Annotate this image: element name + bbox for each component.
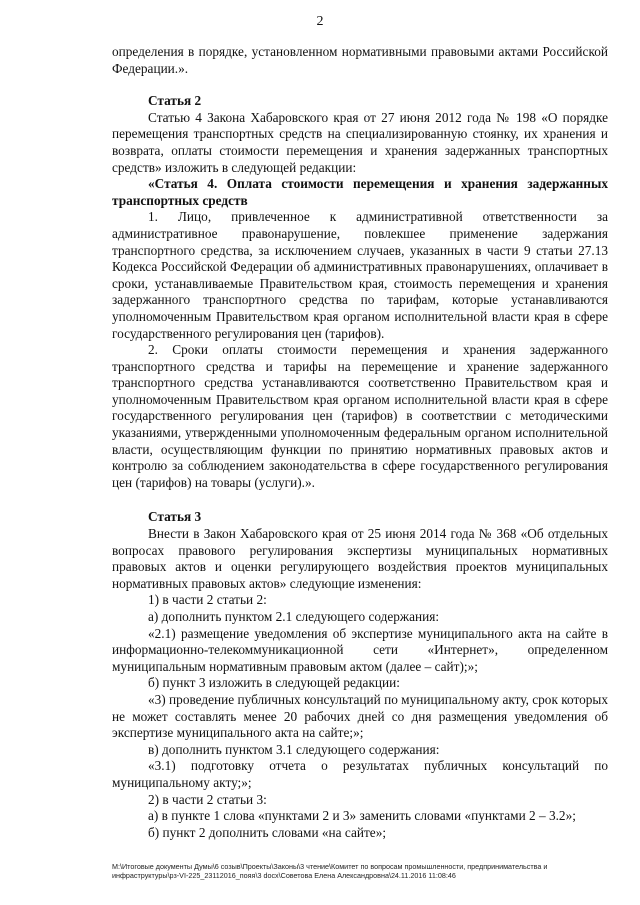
list-item: 2) в части 2 статьи 3: xyxy=(148,791,267,807)
list-item: б) пункт 3 изложить в следующей редакции: xyxy=(148,675,400,691)
list-item: в) дополнить пунктом 3.1 следующего содержания: xyxy=(148,741,440,757)
article-4-title: «Статья 4. Оплата стоимости перемещения и хранения задержанных транспортных средств xyxy=(112,176,608,208)
list-item: «3.1) подготовку отчета о результатах публичных консультаций по муниципальному акту;»; xyxy=(112,758,608,790)
article-4-part-2: 2. Сроки оплаты стоимости перемещения и хранения задержанного транспортного средства и тарифы на перемещение и хранение задержанного транспортного средства устанавливаются соответственно Правительством края и уполномоченным Правительством края органом исполнительной власти края в сфере государственного регулирования цен (тарифов) в соответствии с методическими указаниями, утвержденными уполномоченным федеральным органом исполнительной власти, осуществляющим функции по принятию нормативных правовых актов и контролю за соблюдением законодательства в сфере государственного регулирования цен (тарифов) на товары (услуги).». xyxy=(112,342,608,490)
paragraph-continuation: определения в порядке, установленном нормативными правовыми актами Российской Федерации.». xyxy=(112,44,608,76)
list-item: а) дополнить пунктом 2.1 следующего содержания: xyxy=(148,609,440,624)
footer-file-path: M:\Итоговые документы Думы\6 созыв\Проекты\Законы\3 чтение\Комитет по вопросам промышленности, предпринимательства и инфраструктуры\рз-VI-225_23112016_пояя\3 docx\Советова Елена Александровна\24.11.2016 11:08:46 xyxy=(112,862,548,880)
article-2-heading: Статья 2 xyxy=(148,93,202,109)
list-item: 1) в части 2 статьи 2: xyxy=(148,592,267,608)
article-2-intro: Статью 4 Закона Хабаровского края от 27 июня 2012 года № 198 «О порядке перемещения транспортных средств на специализированную стоянку, их хранения и возврата, оплаты стоимости перемещения и хранения задержанных транспортных средств» изложить в следующей редакции: xyxy=(112,109,608,175)
article-3-heading: Статья 3 xyxy=(148,509,202,525)
article-4-part-1: 1. Лицо, привлеченное к административной ответственности за административное правонарушение, повлекшее применение задержания транспортного средства, за исключением случаев, указанных в части 9 статьи 27.13 Кодекса Российской Федерации об административных правонарушениях, оплачивает в сроки, устанавливаемые Правительством края, стоимость перемещения и хранения задержанного транспортного средства по тарифам, которые устанавливаются уполномоченным Правительством края органом исполнительной власти края в сфере государственного регулирования цен (тарифов). xyxy=(112,209,608,341)
page-number: 2 xyxy=(316,14,324,29)
list-item: а) в пункте 1 слова «пунктами 2 и 3» заменить словами «пунктами 2 – 3.2»; xyxy=(148,808,576,824)
article-3-intro: Внести в Закон Хабаровского края от 25 июня 2014 года № 368 «Об отдельных вопросах правового регулирования экспертизы муниципальных нормативных правовых актов и оценки регулирующего воздействия проектов муниципальных нормативных правовых актов» следующие изменения: xyxy=(112,526,608,591)
list-item: «2.1) размещение уведомления об экспертизе муниципального акта на сайте в информационно-телекоммуникационной сети «Интернет», определенном муниципальным нормативным правовым актом (далее – сайт);»; xyxy=(112,625,608,674)
document-body xyxy=(112,44,608,841)
list-item: б) пункт 2 дополнить словами «на сайте»; xyxy=(148,824,387,840)
list-item: «3) проведение публичных консультаций по муниципальному акту, срок которых не может составлять менее 20 рабочих дней со дня размещения уведомления об экспертизе муниципального акта на сайте;»; xyxy=(112,691,608,741)
